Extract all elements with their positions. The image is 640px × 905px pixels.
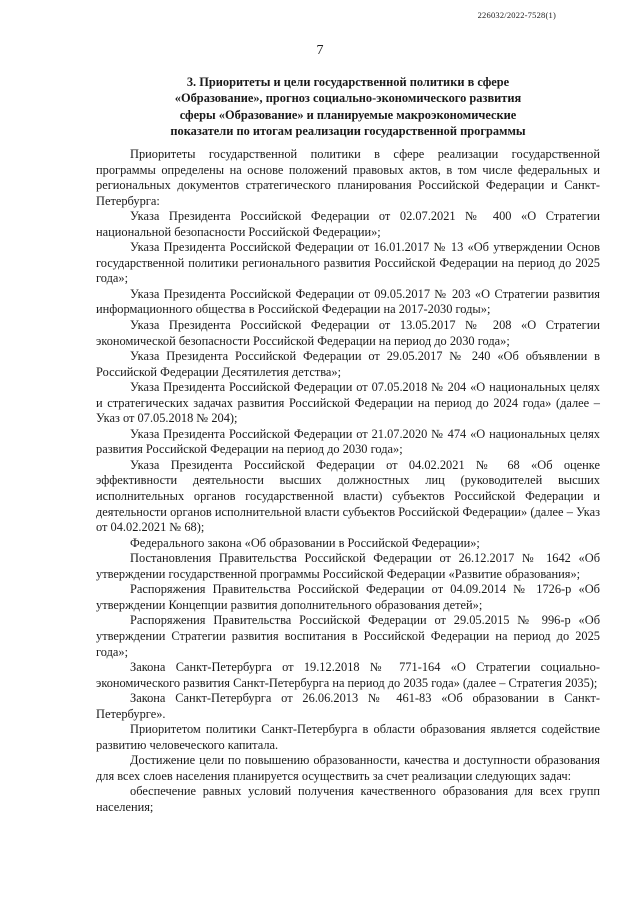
paragraph: Распоряжения Правительства Российской Федерации от 29.05.2015 № 996-р «Об утверждении Стратегии развития воспитания в Российской Федерации на период до 2025 года»; <box>96 613 600 659</box>
paragraph: Закона Санкт-Петербурга от 26.06.2013 № 461-83 «Об образовании в Санкт-Петербурге». <box>96 691 600 721</box>
paragraph: Указа Президента Российской Федерации от 29.05.2017 № 240 «Об объявлении в Российской Федерации Десятилетия детства»; <box>96 349 600 379</box>
heading-line: 3. Приоритеты и цели государственной политики в сфере <box>186 75 510 89</box>
document-body <box>96 147 600 816</box>
paragraph: Распоряжения Правительства Российской Федерации от 04.09.2014 № 1726-р «Об утверждении Концепции развития дополнительного образования детей»; <box>96 582 600 612</box>
paragraph: Приоритетом политики Санкт-Петербурга в области образования является содействие развитию человеческого капитала. <box>96 722 600 752</box>
paragraph: Достижение цели по повышению образованности, качества и доступности образования для всех слоев населения планируется осуществить за счет реализации следующих задач: <box>96 753 600 783</box>
paragraph: Закона Санкт-Петербурга от 19.12.2018 № 771-164 «О Стратегии социально-экономического развития Санкт-Петербурга на период до 2035 года» (далее – Стратегия 2035); <box>96 660 600 690</box>
document-id: 226032/2022-7528(1) <box>477 10 556 20</box>
heading-line: сферы «Образование» и планируемые макроэкономические <box>179 107 517 122</box>
paragraph: Приоритеты государственной политики в сфере реализации государственной программы определены на основе положений правовых актов, в том числе федеральных и региональных документов стратегического планирования Российской Федерации и Санкт-Петербурга: <box>96 147 600 208</box>
heading-line: «Образование», прогноз социально-экономического развития <box>174 91 522 106</box>
paragraph: Указа Президента Российской Федерации от 16.01.2017 № 13 «Об утверждении Основ государственной политики регионального развития Российской Федерации на период до 2025 года»; <box>96 240 600 286</box>
paragraph: Федерального закона «Об образовании в Российской Федерации»; <box>130 535 480 550</box>
paragraph: Указа Президента Российской Федерации от 02.07.2021 № 400 «О Стратегии национальной безопасности Российской Федерации»; <box>96 209 600 239</box>
paragraph: Указа Президента Российской Федерации от 07.05.2018 № 204 «О национальных целях и стратегических задачах развития Российской Федерации на период до 2024 года» (далее – Указ от 07.05.2018 № 204); <box>96 380 600 426</box>
paragraph: обеспечение равных условий получения качественного образования для всех групп населения; <box>96 784 600 814</box>
heading-line: показатели по итогам реализации государственной программы <box>170 123 526 138</box>
paragraph: Указа Президента Российской Федерации от 21.07.2020 № 474 «О национальных целях развития Российской Федерации на период до 2030 года»; <box>96 426 600 457</box>
paragraph: Указа Президента Российской Федерации от 09.05.2017 № 203 «О Стратегии развития информационного общества в Российской Федерации на 2017-2030 годы»; <box>96 286 600 317</box>
paragraph: Постановления Правительства Российской Федерации от 26.12.2017 № 1642 «Об утверждении государственной программы Российской Федерации «Развитие образования»; <box>96 551 600 581</box>
paragraph: Указа Президента Российской Федерации от 04.02.2021 № 68 «Об оценке эффективности деятельности высших должностных лиц (руководителей высших исполнительных органов государственной власти) субъектов Российской Федерации и деятельности органов исполнительной власти субъектов Российской Федерации» (далее – Указ от 04.02.2021 № 68); <box>96 457 600 535</box>
paragraph: Указа Президента Российской Федерации от 13.05.2017 № 208 «О Стратегии экономической безопасности Российской Федерации на период до 2030 года»; <box>96 318 600 348</box>
section-heading <box>96 74 600 139</box>
page-number: 7 <box>316 43 324 58</box>
